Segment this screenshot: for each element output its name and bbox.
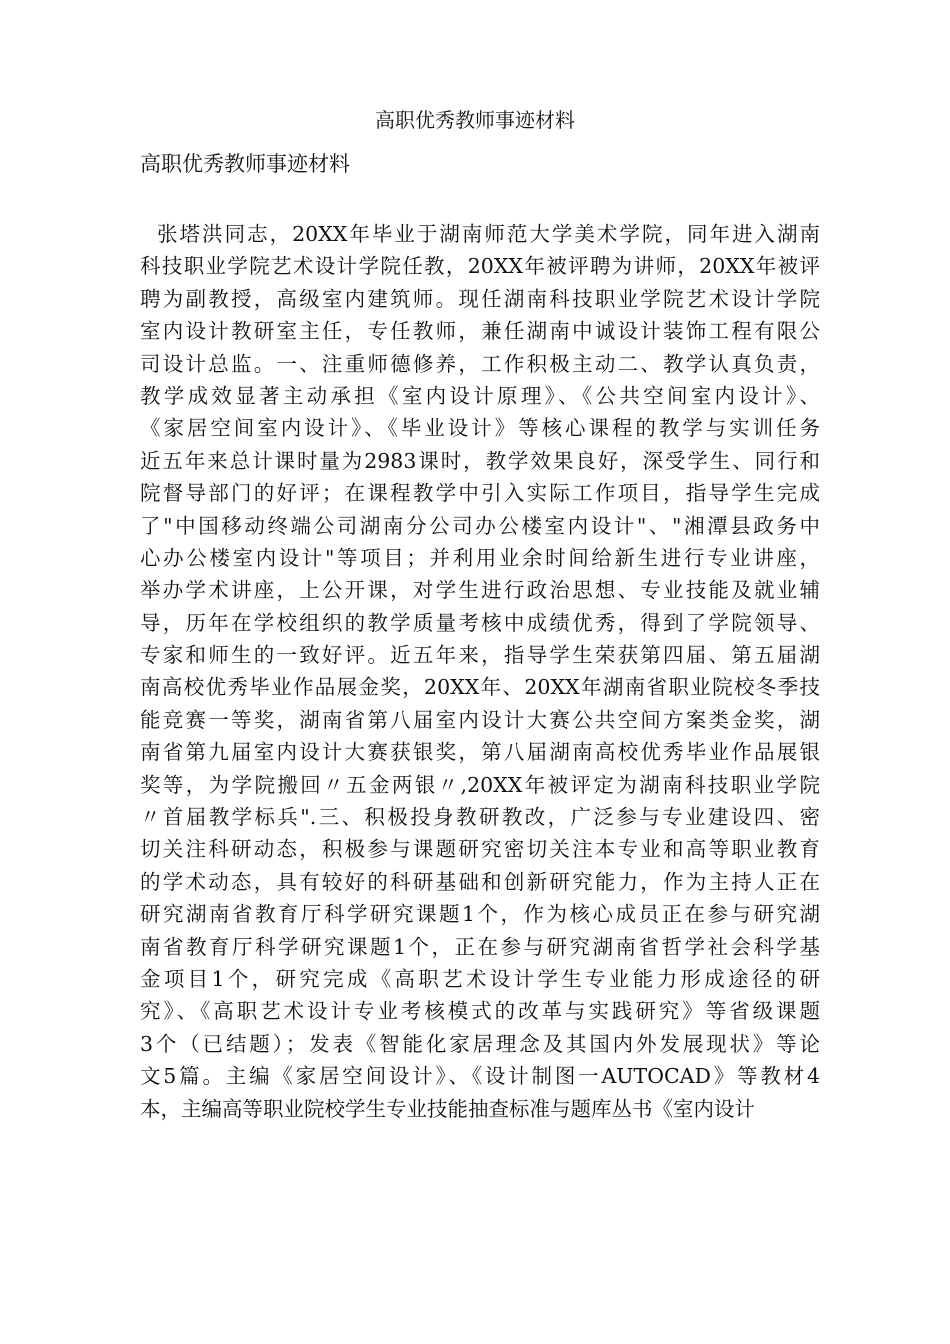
body-line: 研究湖南省教育厅科学研究课题1个，作为核心成员正在参与研究湖: [140, 902, 820, 927]
document-title: 高职优秀教师事迹材料: [140, 152, 350, 176]
body-line: 教学成效显著主动承担《室内设计原理》、《公共空间室内设计》、: [140, 383, 820, 408]
body-line: 张塔洪同志，20XX年毕业于湖南师范大学美术学院，同年进入湖南: [140, 222, 820, 246]
body-line: 举办学术讲座，上公开课，对学生进行政治思想、专业技能及就业辅: [140, 578, 820, 603]
body-line: 金项目1个，研究完成《高职艺术设计学生专业能力形成途径的研: [140, 966, 820, 991]
body-line: 究》、《高职艺术设计专业考核模式的改革与实践研究》等省级课题: [140, 999, 820, 1024]
body-line: 奖等，为学院搬回〃五金两银〃,20XX年被评定为湖南科技职业学院: [140, 772, 820, 797]
body-line: 〃首届教学标兵".三、积极投身教研教改，广泛参与专业建设四、密: [140, 805, 820, 830]
body-line: 专家和师生的一致好评。近五年来，指导学生荣获第四届、第五届湖: [140, 643, 820, 668]
body-line: 的学术动态，具有较好的科研基础和创新研究能力，作为主持人正在: [140, 869, 820, 894]
body-line: 能竞赛一等奖，湖南省第八届室内设计大赛公共空间方案类金奖，湖: [140, 707, 820, 732]
document-header: 高职优秀教师事迹材料: [375, 108, 575, 132]
body-line: 南高校优秀毕业作品展金奖，20XX年、20XX年湖南省职业院校冬季技: [140, 675, 820, 700]
body-line: 本，主编高等职业院校学生专业技能抽查标准与题库丛书《室内设计: [140, 1096, 755, 1121]
body-line: 3个（已结题）；发表《智能化家居理念及其国内外发展现状》等论: [140, 1031, 820, 1056]
body-line: 聘为副教授，高级室内建筑师。现任湖南科技职业学院艺术设计学院: [140, 286, 820, 311]
body-line: 南省第九届室内设计大赛获银奖，第八届湖南高校优秀毕业作品展银: [140, 740, 820, 765]
body-line: 科技职业学院艺术设计学院任教，20XX年被评聘为讲师，20XX年被评: [140, 254, 820, 279]
body-line: 室内设计教研室主任，专任教师，兼任湖南中诚设计装饰工程有限公: [140, 319, 820, 344]
document-body: [140, 218, 820, 1125]
body-line: 文5篇。主编《家居空间设计》、《设计制图一AUTOCAD》等教材4: [140, 1064, 820, 1089]
body-line: 心办公楼室内设计"等项目；并利用业余时间给新生进行专业讲座，: [140, 545, 820, 570]
body-line: 导，历年在学校组织的教学质量考核中成绩优秀，得到了学院领导、: [140, 610, 820, 635]
body-line: 院督导部门的好评；在课程教学中引入实际工作项目，指导学生完成: [140, 481, 820, 506]
body-line: 《家居空间室内设计》、《毕业设计》等核心课程的教学与实训任务: [140, 416, 820, 441]
body-line: 南省教育厅科学研究课题1个，正在参与研究湖南省哲学社会科学基: [140, 934, 820, 959]
body-line: 司设计总监。一、注重师德修养，工作积极主动二、教学认真负责，: [140, 351, 820, 376]
body-line: 了"中国移动终端公司湖南分公司办公楼室内设计"、"湘潭县政务中: [140, 513, 820, 538]
body-line: 近五年来总计课时量为2983课时，教学效果良好，深受学生、同行和: [140, 448, 820, 473]
body-line: 切关注科研动态，积极参与课题研究密切关注本专业和高等职业教育: [140, 837, 820, 862]
